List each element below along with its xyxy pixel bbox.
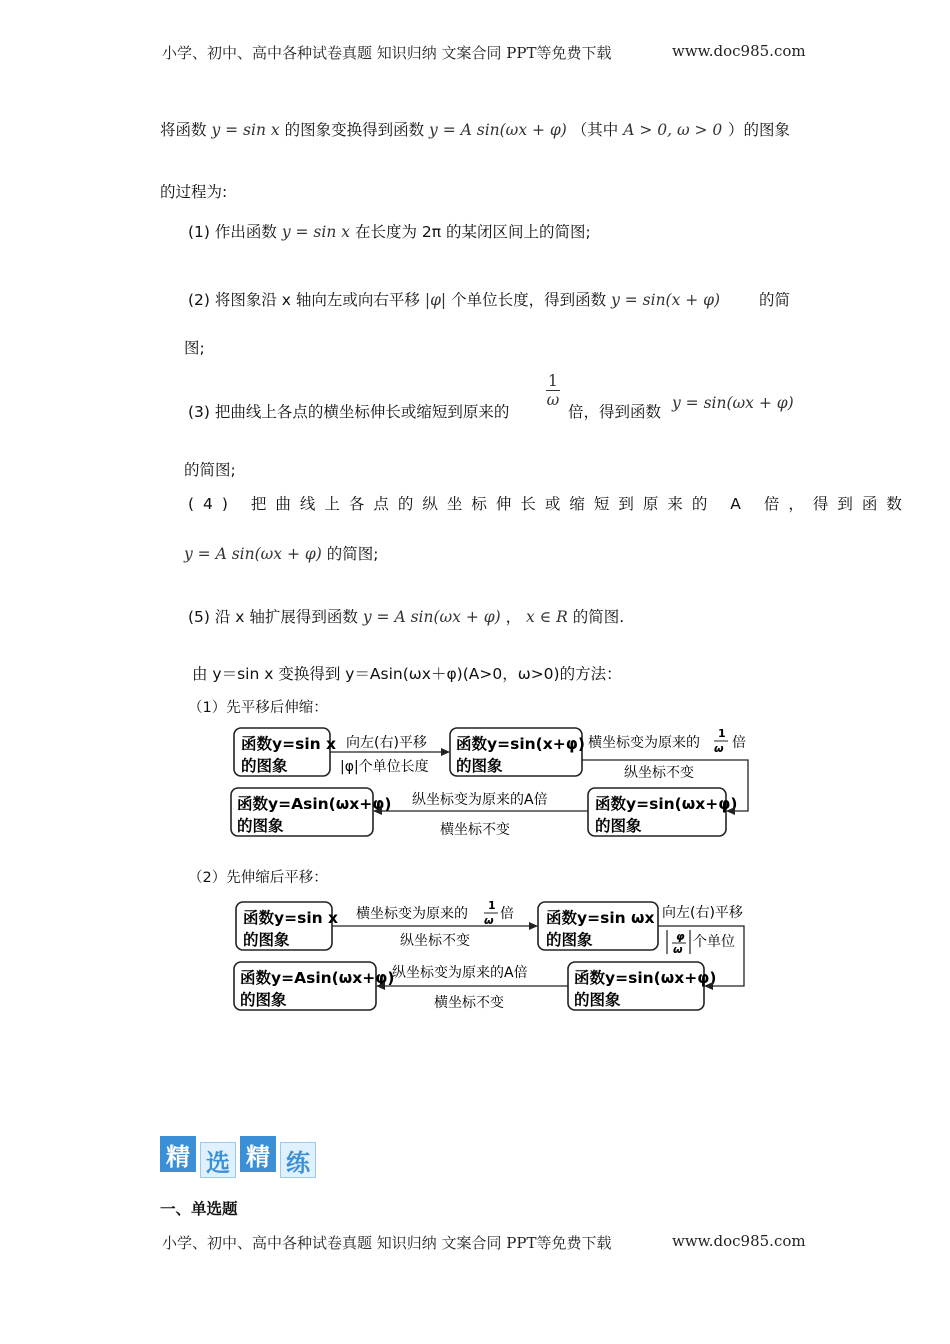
flow-2-arrow-1-num: 1 [488,899,496,912]
flow-1-arrow-1-bottom: |φ|个单位长度 [340,759,429,775]
badge-char-1: 精 [160,1136,196,1172]
flow-2-arrow-2-den: ω [673,943,683,956]
step-1-formula: y = sin x [281,223,350,241]
flow-2-box-3-line-2: 的图象 [574,991,621,1009]
flow-1-arrow-3-bottom: 横坐标不变 [440,822,510,838]
flow-2-box-3 [568,962,716,1010]
flow-2-box-4-line-2: 的图象 [240,991,287,1009]
methods-title: 由 y＝sin x 变换得到 y＝Asin(ωx＋φ)(A>0，ω>0)的方法： [192,665,622,683]
fraction-numerator: 1 [548,372,558,390]
step-2-cont: 图; [184,339,205,357]
flow-2-box-2 [538,902,658,950]
page-footer [162,1232,612,1253]
step-1-text-b: 在长度为 2π 的某闭区间上的简图; [354,223,591,241]
flow-1-arrow-2-bottom: 纵坐标不变 [624,765,694,781]
flow-2-box-3-line-1: 函数y=sin(ωx+φ) [574,969,717,987]
header-site[interactable]: www.doc985.com [672,42,806,60]
badge-char-2: 选 [200,1142,236,1178]
step-2-text-b: 个单位长度，得到函数 [451,291,607,309]
flow-2-box-1 [236,902,338,950]
step-5-text-b: 的简图. [572,608,625,626]
flow-1-arrow-3-top: 纵坐标变为原来的A倍 [412,792,548,808]
step-4-text-b: 的简图; [326,545,379,563]
flow-1-box-1-line-1: 函数y=sin x [241,735,337,753]
step-3-cont: 的简图; [184,461,236,479]
flow-2-arrow-1-top: 横坐标变为原来的 [356,906,468,922]
flow-2-box-1-line-1: 函数y=sin x [243,909,339,927]
flow-2-arrow-1-bottom: 纵坐标不变 [400,933,470,949]
flow-1-arrow-2-top: 横坐标变为原来的 [588,735,700,751]
badge-char-4: 练 [280,1142,316,1178]
badge-char-3: 精 [240,1136,276,1172]
intro-line-2: 的过程为: [160,183,228,201]
intro-text-2: 的图象变换得到函数 [284,121,425,139]
flow-2-box-4-line-1: 函数y=Asin(ωx+φ) [240,969,395,987]
footer-site[interactable]: www.doc985.com [672,1232,806,1250]
flow-1-box-1-line-2: 的图象 [241,757,288,775]
section-badge [160,1136,320,1180]
flow-1-arrow-1-top: 向左(右)平移 [346,735,427,751]
fraction-denominator: ω [546,391,560,409]
flow-2-box-1-line-2: 的图象 [243,931,290,949]
section-title: 一、单选题 [160,1200,238,1218]
method-2-label: （2）先伸缩后平移： [188,870,328,886]
intro-text-4: ）的图象 [727,121,790,139]
flow-2-box-4 [234,962,394,1010]
formula-condition: A > 0, ω > 0 [623,121,723,139]
step-5-domain: x ∈ R [526,608,568,626]
step-5-text-a: (5) 沿 x 轴扩展得到函数 [188,608,358,626]
flow-2-arrow-1-suffix: 倍 [500,906,514,922]
step-4-formula: y = A sin(ωx + φ) [184,545,322,563]
flow-2-box-2-line-2: 的图象 [546,931,593,949]
flow-2-arrow-2-suffix: 个单位 [693,934,735,950]
flow-1-box-2-line-1: 函数y=sin(x+φ) [456,735,585,753]
step-3-text-b: 倍，得到函数 [568,403,662,421]
step-3-formula: y = sin(ωx + φ) [672,394,794,412]
flow-2-arrow-3-bottom: 横坐标不变 [434,995,504,1011]
step-2-abs-phi: |φ| [424,291,447,309]
flow-2-box-2-line-1: 函数y=sin ωx [546,909,655,927]
step-2-text-a: (2) 将图象沿 x 轴向左或向右平移 [188,291,420,309]
step-5-sep: ， [505,608,522,626]
flow-1-box-4-line-1: 函数y=Asin(ωx+φ) [237,795,392,813]
flow-1-arrow-2-suffix: 倍 [732,735,746,751]
footer-text: 小学、初中、高中各种试卷真题 知识归纳 文案合同 PPT等免费下载 [162,1234,612,1252]
step-4: (4) 把曲线上各点的纵坐标伸长或缩短到原来的 A 倍，得到函数 [188,495,911,513]
flow-1-arrow-2-den: ω [714,742,724,755]
formula-sin-x: y = sin x [211,121,280,139]
flow-1-box-3-line-1: 函数y=sin(ωx+φ) [595,795,738,813]
method-1-label: （1）先平移后伸缩： [188,700,328,716]
intro-text-1: 将函数 [160,121,207,139]
flow-1-box-2-line-2: 的图象 [456,757,503,775]
intro-text-3: （其中 [571,121,619,139]
step-1-text-a: (1) 作出函数 [188,223,277,241]
flow-1-box-4-line-2: 的图象 [237,817,284,835]
flow-2-arrow-3-top: 纵坐标变为原来的A倍 [392,965,528,981]
flow-1-arrow-2-num: 1 [718,727,726,740]
formula-general: y = A sin(ωx + φ) [429,121,567,139]
flow-2-arrow-2-top: 向左(右)平移 [662,905,743,921]
flow-1-box-3-line-2: 的图象 [595,817,642,835]
step-3-text-a: (3) 把曲线上各点的横坐标伸长或缩短到原来的 [188,403,510,421]
step-2-text-c: 的简 [758,291,790,309]
header-text: 小学、初中、高中各种试卷真题 知识归纳 文案合同 PPT等免费下载 [162,44,612,62]
flow-2-arrow-2-num: φ [676,930,685,943]
step-2-formula: y = sin(x + φ) [611,291,721,309]
step-5-formula: y = A sin(ωx + φ) [362,608,501,626]
flow-2-arrow-1-den: ω [484,914,494,927]
